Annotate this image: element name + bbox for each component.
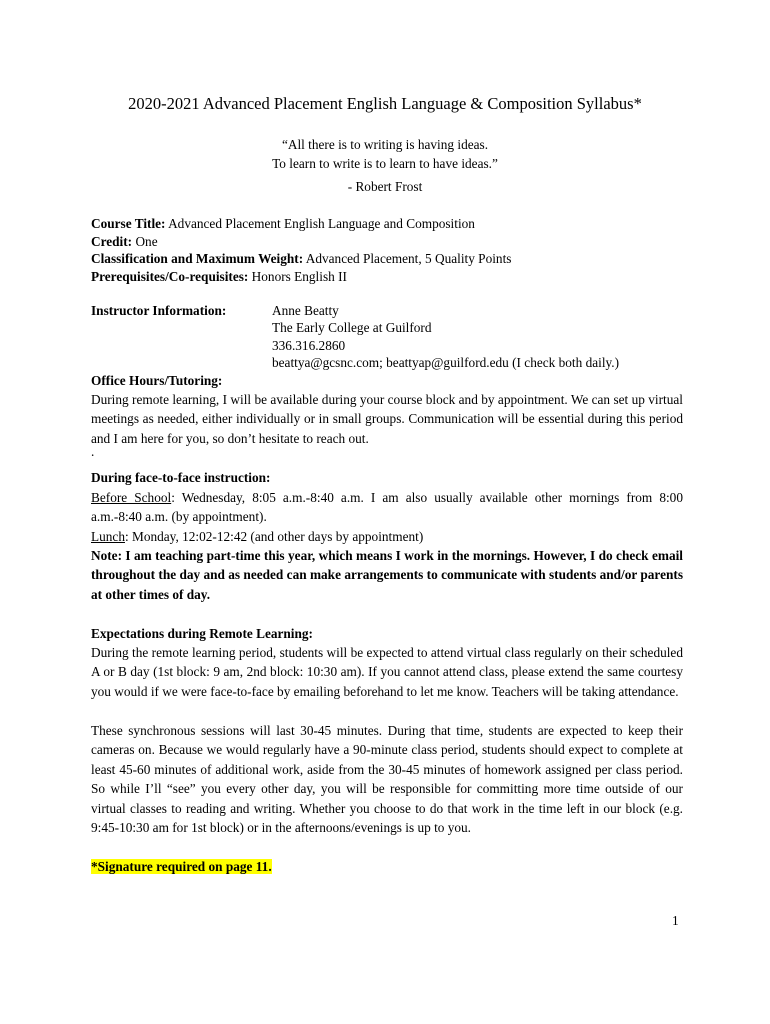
signature-note: *Signature required on page 11.	[91, 859, 272, 874]
quote-author: - Robert Frost	[347, 179, 423, 194]
course-info	[91, 214, 691, 286]
prereq-value: Honors English II	[248, 268, 347, 284]
before-school-label: Before School	[91, 490, 172, 505]
course-title-value: Advanced Placement English Language and Composition	[165, 216, 475, 231]
expectations-para-1: During the remote learning period, students will be expected to attend virtual class regularly on their scheduled A or B day (1st block: 9 am, 2nd block: 10:30 am). If you cannot attend class, please extend the same courtesy you would if we were face-to-face by emailing beforehand to let me know. Teachers will be taking attendance.	[91, 645, 683, 699]
instructor-school: The Early College at Guilford	[272, 320, 432, 336]
prereq-row	[91, 267, 691, 287]
classification-label: Classification and Maximum Weight:	[91, 251, 304, 266]
quote-line-2: To learn to write is to learn to have ideas.”	[272, 156, 498, 171]
course-title-label: Course Title:	[91, 216, 166, 231]
credit-value: One	[132, 233, 158, 249]
part-time-note: Note: I am teaching part-time this year, which means I work in the mornings. However, I do check email throughout the day and as needed can make arrangements to communicate with students and/or parents at other times of day.	[91, 548, 683, 602]
classification-value: Advanced Placement, 5 Quality Points	[303, 251, 512, 266]
instructor-label: Instructor Information:	[91, 303, 227, 318]
lunch-text: : Monday, 12:02-12:42 (and other days by appointment)	[124, 529, 424, 544]
office-hours-dot: .	[91, 444, 95, 459]
expectations-heading: Expectations during Remote Learning:	[91, 626, 313, 641]
quote-line-1: “All there is to writing is having ideas.	[281, 137, 489, 152]
page-title: 2020-2021 Advanced Placement English Language & Composition Syllabus*	[128, 94, 642, 113]
lunch-row	[91, 527, 683, 546]
office-hours-remote-text: During remote learning, I will be available during your course block and by appointment. We can set up virtual meetings as needed, either individually or in small groups. Communication will be essential during this period and I am here for you, so don’t hesitate to reach out.	[91, 392, 683, 446]
instructor-email: beattya@gcsnc.com; beattyap@guilford.edu (I check both daily.)	[272, 355, 620, 371]
before-school-row	[91, 488, 683, 527]
lunch-label: Lunch	[91, 529, 125, 544]
prereq-label: Prerequisites/Co-requisites:	[91, 268, 249, 284]
before-school-text: : Wednesday, 8:05 a.m.-8:40 a.m. I am also usually available other mornings from 8:00 a.m.-8:40 a.m. (by appointment).	[91, 490, 683, 525]
f2f-heading: During face-to-face instruction:	[91, 470, 271, 485]
instructor-phone: 336.316.2860	[272, 337, 346, 353]
office-hours-heading: Office Hours/Tutoring:	[91, 373, 223, 388]
instructor-name: Anne Beatty	[272, 303, 339, 318]
credit-label: Credit:	[91, 233, 133, 249]
instructor-details	[272, 302, 619, 372]
expectations-para-2: These synchronous sessions will last 30-45 minutes. During that time, students are expected to keep their cameras on. Because we would regularly have a 90-minute class period, students should expect to complete at least 45-60 minutes of additional work, aside from the 30-45 minutes of homework assigned per class period. So while I’ll “see” you every other day, you will be responsible for committing more time outside of our virtual classes to reading and writing. Whether you choose to do that work in the time left in our block (e.g. 9:45-10:30 am for 1st block) or in the afternoons/evenings is up to you.	[91, 723, 683, 836]
page-number: 1	[672, 913, 679, 928]
